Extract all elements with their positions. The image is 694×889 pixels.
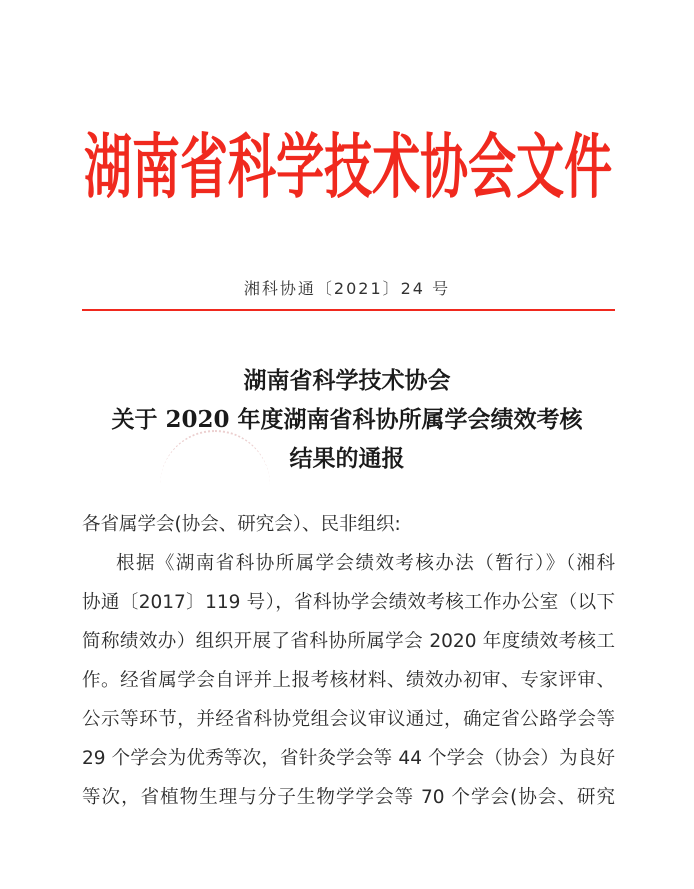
masthead-char: 省 [180,127,229,209]
title-line-1: 湖南省科学技术协会 [243,367,451,394]
salutation: 各省属学会(协会、研究会）、民非组织: [82,514,401,535]
masthead-char: 会 [468,127,517,209]
masthead-char: 南 [132,127,181,209]
masthead-char: 技 [324,127,373,209]
body-line: 公示等环节，并经省科协党组会议审议通过，确定省公路学会等 [82,709,615,730]
title-line-3: 结果的通报 [289,445,405,472]
red-divider [82,309,615,311]
masthead-char: 文 [516,127,565,209]
document-masthead [84,128,612,208]
document-body [82,505,615,817]
masthead-char: 件 [564,127,613,209]
title-line-2: 关于 2020 年度湖南省科协所属学会绩效考核 [111,406,583,433]
body-line: 简称绩效办）组织开展了省科协所属学会 2020 年度绩效考核工 [82,631,615,652]
document-number: 湘科协通〔2021〕24 号 [243,279,451,298]
masthead-char: 术 [372,127,421,209]
masthead-char: 协 [420,127,469,209]
masthead-char: 科 [228,127,277,209]
body-line: 协通〔2017〕119 号），省科协学会绩效考核工作办公室（以下 [82,592,615,613]
body-line: 作。经省属学会自评并上报考核材料、绩效办初审、专家评审、 [82,670,615,691]
body-line: 根据《湖南省科协所属学会绩效考核办法（暂行）》（湘科 [116,553,615,574]
body-line: 等次，省植物生理与分子生物学学会等 70 个学会(协会、研究 [82,787,615,808]
body-line: 29 个学会为优秀等次，省针灸学会等 44 个学会（协会）为良好 [82,748,615,769]
masthead-char: 湖 [84,127,133,209]
masthead-char: 学 [276,127,325,209]
